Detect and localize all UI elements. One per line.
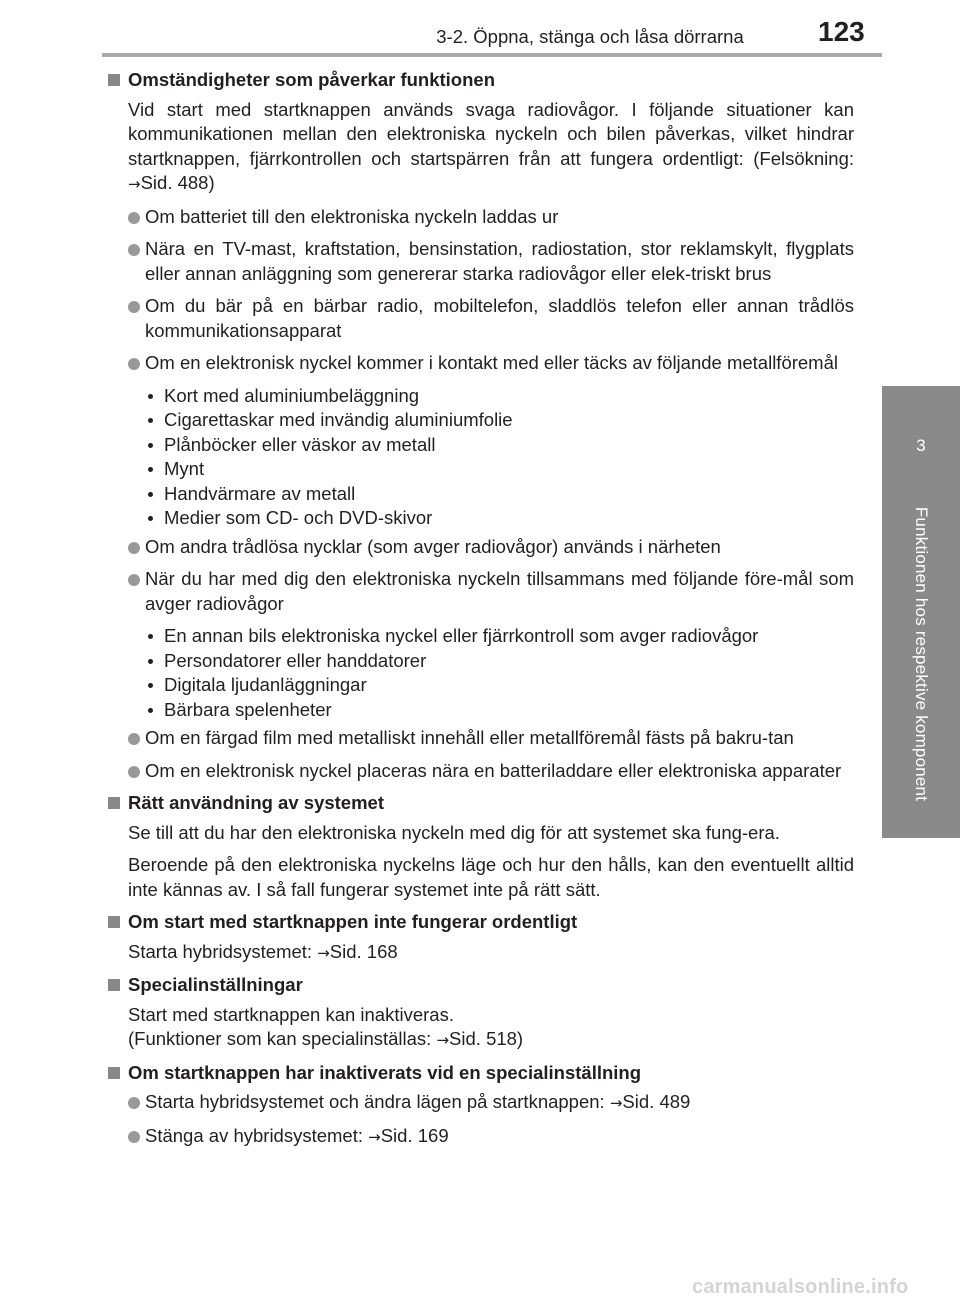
dot-bullet-icon	[148, 418, 153, 423]
list-item: Om en färgad film med metalliskt innehåll eller metallföremål fästs på bakru-tan	[108, 726, 854, 751]
chapter-title: Funktionen hos respektive komponent	[912, 506, 931, 802]
square-bullet-icon	[108, 916, 120, 928]
dot-bullet-icon	[148, 659, 153, 664]
page-content	[108, 68, 854, 1157]
arrow-icon: →	[128, 175, 141, 193]
square-bullet-icon	[108, 1067, 120, 1079]
page-reference: Sid. 518)	[449, 1028, 524, 1049]
dot-bullet-icon	[148, 467, 153, 472]
circle-bullet-icon	[128, 1097, 140, 1109]
list-item: Nära en TV-mast, kraftstation, bensinstation, radiostation, stor reklamskylt, flygplats eller annan anläggning som genererar starka radiovågor eller elek-triskt brus	[108, 237, 854, 286]
arrow-icon: →	[436, 1031, 450, 1049]
dot-bullet-icon	[148, 516, 153, 521]
section-title: 3-2. Öppna, stänga och låsa dörrarna	[436, 26, 744, 47]
list-item: Om batteriet till den elektroniska nyckeln laddas ur	[108, 205, 854, 230]
section-heading: Om start med startknappen inte fungerar ordentligt	[108, 910, 854, 935]
arrow-icon: →	[317, 943, 330, 962]
list-item: Stänga av hybridsystemet: →Sid. 169	[108, 1124, 854, 1150]
list-item: Om andra trådlösa nycklar (som avger radiovågor) används i närheten	[108, 535, 854, 560]
circle-bullet-icon	[128, 301, 140, 313]
watermark: carmanualsonline.info	[692, 1276, 909, 1298]
page-reference: Sid. 489	[622, 1091, 691, 1112]
list-item: Om du bär på en bärbar radio, mobiltelefon, sladdlös telefon eller annan trådlös kommunikationsapparat	[108, 294, 854, 343]
page-reference: Sid. 488)	[140, 172, 215, 193]
paragraph: Vid start med startknappen används svaga radiovågor. I följande situationer kan kommunikationen mellan den elektroniska nyckeln och bilen påverkas, vilket hindrar startknappen, fjärrkontrollen och startspärren från att fungera ordentligt: (Felsökning: →Sid. 488)	[128, 98, 854, 193]
dot-bullet-icon	[148, 443, 153, 448]
circle-bullet-icon	[128, 358, 140, 370]
list-item: Starta hybridsystemet och ändra lägen på startknappen: →Sid. 489	[108, 1090, 854, 1116]
section-heading: Omständigheter som påverkar funktionen	[108, 68, 854, 93]
paragraph: (Funktioner som kan specialinställas: →Sid. 518)	[128, 1028, 524, 1049]
page-number: 123	[818, 16, 865, 47]
dot-bullet-icon	[148, 394, 153, 399]
section-heading: Rätt användning av systemet	[108, 791, 854, 816]
sub-list-item: Mynt	[145, 457, 854, 482]
sub-list-item: Medier som CD- och DVD-skivor	[145, 506, 854, 531]
dot-bullet-icon	[148, 683, 153, 688]
sub-list-item: Bärbara spelenheter	[145, 698, 854, 723]
circle-bullet-icon	[128, 766, 140, 778]
sub-list-item: Digitala ljudanläggningar	[145, 673, 854, 698]
circle-bullet-icon	[128, 542, 140, 554]
circle-bullet-icon	[128, 212, 140, 224]
sub-list-item: Plånböcker eller väskor av metall	[145, 433, 854, 458]
paragraph: Se till att du har den elektroniska nyckeln med dig för att systemet ska fung-era.	[128, 821, 780, 843]
paragraph: Beroende på den elektroniska nyckelns läge och hur den hålls, kan den eventuellt alltid inte kännas av. I så fall fungerar systemet inte på rätt sätt.	[128, 854, 854, 900]
arrow-icon: →	[609, 1094, 623, 1112]
sub-list-item: Cigarettaskar med invändig aluminiumfolie	[145, 408, 854, 433]
sub-list	[108, 384, 854, 531]
header-rule	[102, 53, 882, 57]
chapter-number: 3	[916, 436, 926, 455]
sub-list-item: En annan bils elektroniska nyckel eller fjärrkontroll som avger radiovågor	[145, 624, 854, 649]
list-item: Om en elektronisk nyckel kommer i kontakt med eller täcks av följande metallföremål	[108, 351, 854, 376]
square-bullet-icon	[108, 74, 120, 86]
circle-bullet-icon	[128, 1131, 140, 1143]
section-heading: Specialinställningar	[108, 973, 854, 998]
sub-list-item: Persondatorer eller handdatorer	[145, 649, 854, 674]
circle-bullet-icon	[128, 733, 140, 745]
arrow-icon: →	[368, 1127, 381, 1146]
section-heading: Om startknappen har inaktiverats vid en specialinställning	[108, 1061, 854, 1086]
page-reference: Sid. 169	[380, 1124, 449, 1146]
paragraph: Start med startknappen kan inaktiveras.	[128, 1003, 454, 1025]
circle-bullet-icon	[128, 574, 140, 586]
list-item: Om en elektronisk nyckel placeras nära en batteriladdare eller elektroniska apparater	[108, 759, 854, 784]
chapter-side-tab	[882, 386, 960, 838]
circle-bullet-icon	[128, 244, 140, 256]
sub-list-item: Kort med aluminiumbeläggning	[145, 384, 854, 409]
dot-bullet-icon	[148, 708, 153, 713]
sub-list-item: Handvärmare av metall	[145, 482, 854, 507]
list-item: När du har med dig den elektroniska nyckeln tillsammans med följande före-mål som avger radiovågor	[108, 567, 854, 616]
dot-bullet-icon	[148, 634, 153, 639]
dot-bullet-icon	[148, 492, 153, 497]
square-bullet-icon	[108, 797, 120, 809]
square-bullet-icon	[108, 979, 120, 991]
page-reference: Sid. 168	[329, 940, 398, 962]
sub-list	[108, 624, 854, 722]
paragraph: Starta hybridsystemet: →Sid. 168	[128, 940, 398, 962]
